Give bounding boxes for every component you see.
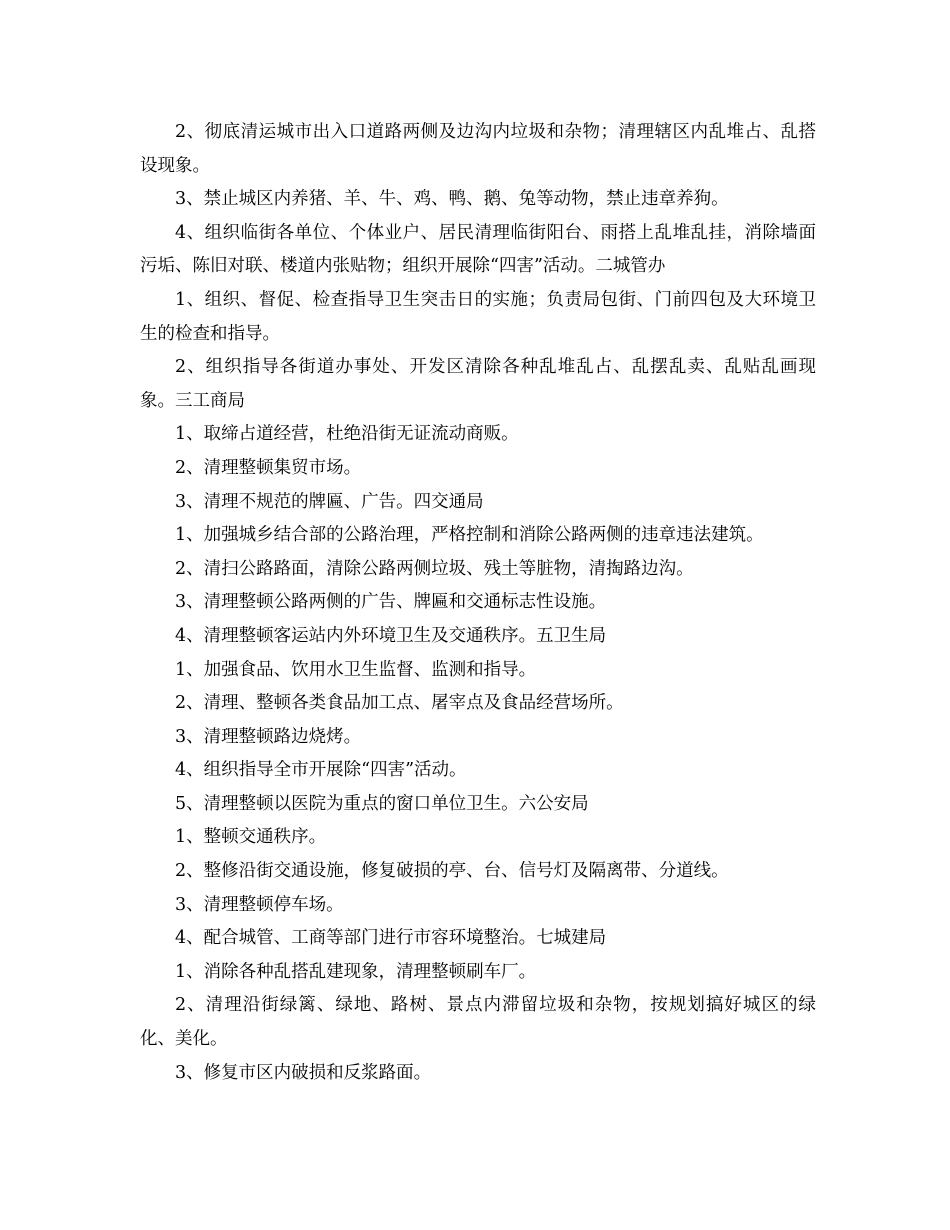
paragraph: 2、组织指导各街道办事处、开发区清除各种乱堆乱占、乱摆乱卖、乱贴乱画现象。三工商局 xyxy=(140,357,816,411)
paragraph: 3、清理整顿公路两侧的广告、牌匾和交通标志性设施。 xyxy=(175,592,607,613)
paragraph: 1、整顿交通秩序。 xyxy=(175,827,327,848)
paragraph: 1、加强食品、饮用水卫生监督、监测和指导。 xyxy=(175,659,537,680)
paragraph: 1、组织、督促、检查指导卫生突击日的实施；负责局包街、门前四包及大环境卫生的检查和指导。 xyxy=(140,289,816,344)
paragraph: 3、清理不规范的牌匾、广告。四交通局 xyxy=(175,491,484,512)
paragraph: 2、彻底清运城市出入口道路两侧及边沟内垃圾和杂物；清理辖区内乱堆占、乱搭设现象。 xyxy=(140,122,816,176)
paragraph: 2、清理、整顿各类食品加工点、屠宰点及食品经营场所。 xyxy=(175,693,624,714)
paragraph: 4、配合城管、工商等部门进行市容环境整治。七城建局 xyxy=(175,928,607,949)
paragraph: 3、清理整顿停车场。 xyxy=(175,894,344,915)
paragraph: 3、禁止城区内养猪、羊、牛、鸡、鸭、鹅、兔等动物，禁止违章养狗。 xyxy=(175,189,729,210)
paragraph: 3、清理整顿路边烧烤。 xyxy=(175,726,362,747)
paragraph: 4、组织指导全市开展除“四害”活动。 xyxy=(175,760,467,781)
paragraph: 2、清理沿街绿篱、绿地、路树、景点内滞留垃圾和杂物，按规划搞好城区的绿化、美化。 xyxy=(140,995,816,1050)
paragraph: 1、取缔占道经营，杜绝沿街无证流动商贩。 xyxy=(175,424,519,445)
paragraph: 5、清理整顿以医院为重点的窗口单位卫生。六公安局 xyxy=(175,793,589,814)
paragraph: 2、整修沿街交通设施，修复破损的亭、台、信号灯及隔离带、分道线。 xyxy=(175,861,729,882)
paragraph: 2、清理整顿集贸市场。 xyxy=(175,457,362,478)
paragraph: 4、组织临街各单位、个体业户、居民清理临街阳台、雨搭上乱堆乱挂，消除墙面污垢、陈旧对联、楼道内张贴物；组织开展除“四害”活动。二城管办 xyxy=(140,222,816,277)
paragraph: 2、清扫公路路面，清除公路两侧垃圾、残土等脏物，清掏路边沟。 xyxy=(175,558,694,579)
paragraph: 4、清理整顿客运站内外环境卫生及交通秩序。五卫生局 xyxy=(175,625,607,646)
paragraph: 3、修复市区内破损和反浆路面。 xyxy=(175,1062,432,1083)
paragraph: 1、加强城乡结合部的公路治理，严格控制和消除公路两侧的违章违法建筑。 xyxy=(175,525,764,546)
document-body xyxy=(140,116,816,1090)
paragraph: 1、消除各种乱搭乱建现象，清理整顿刷车厂。 xyxy=(175,961,537,982)
